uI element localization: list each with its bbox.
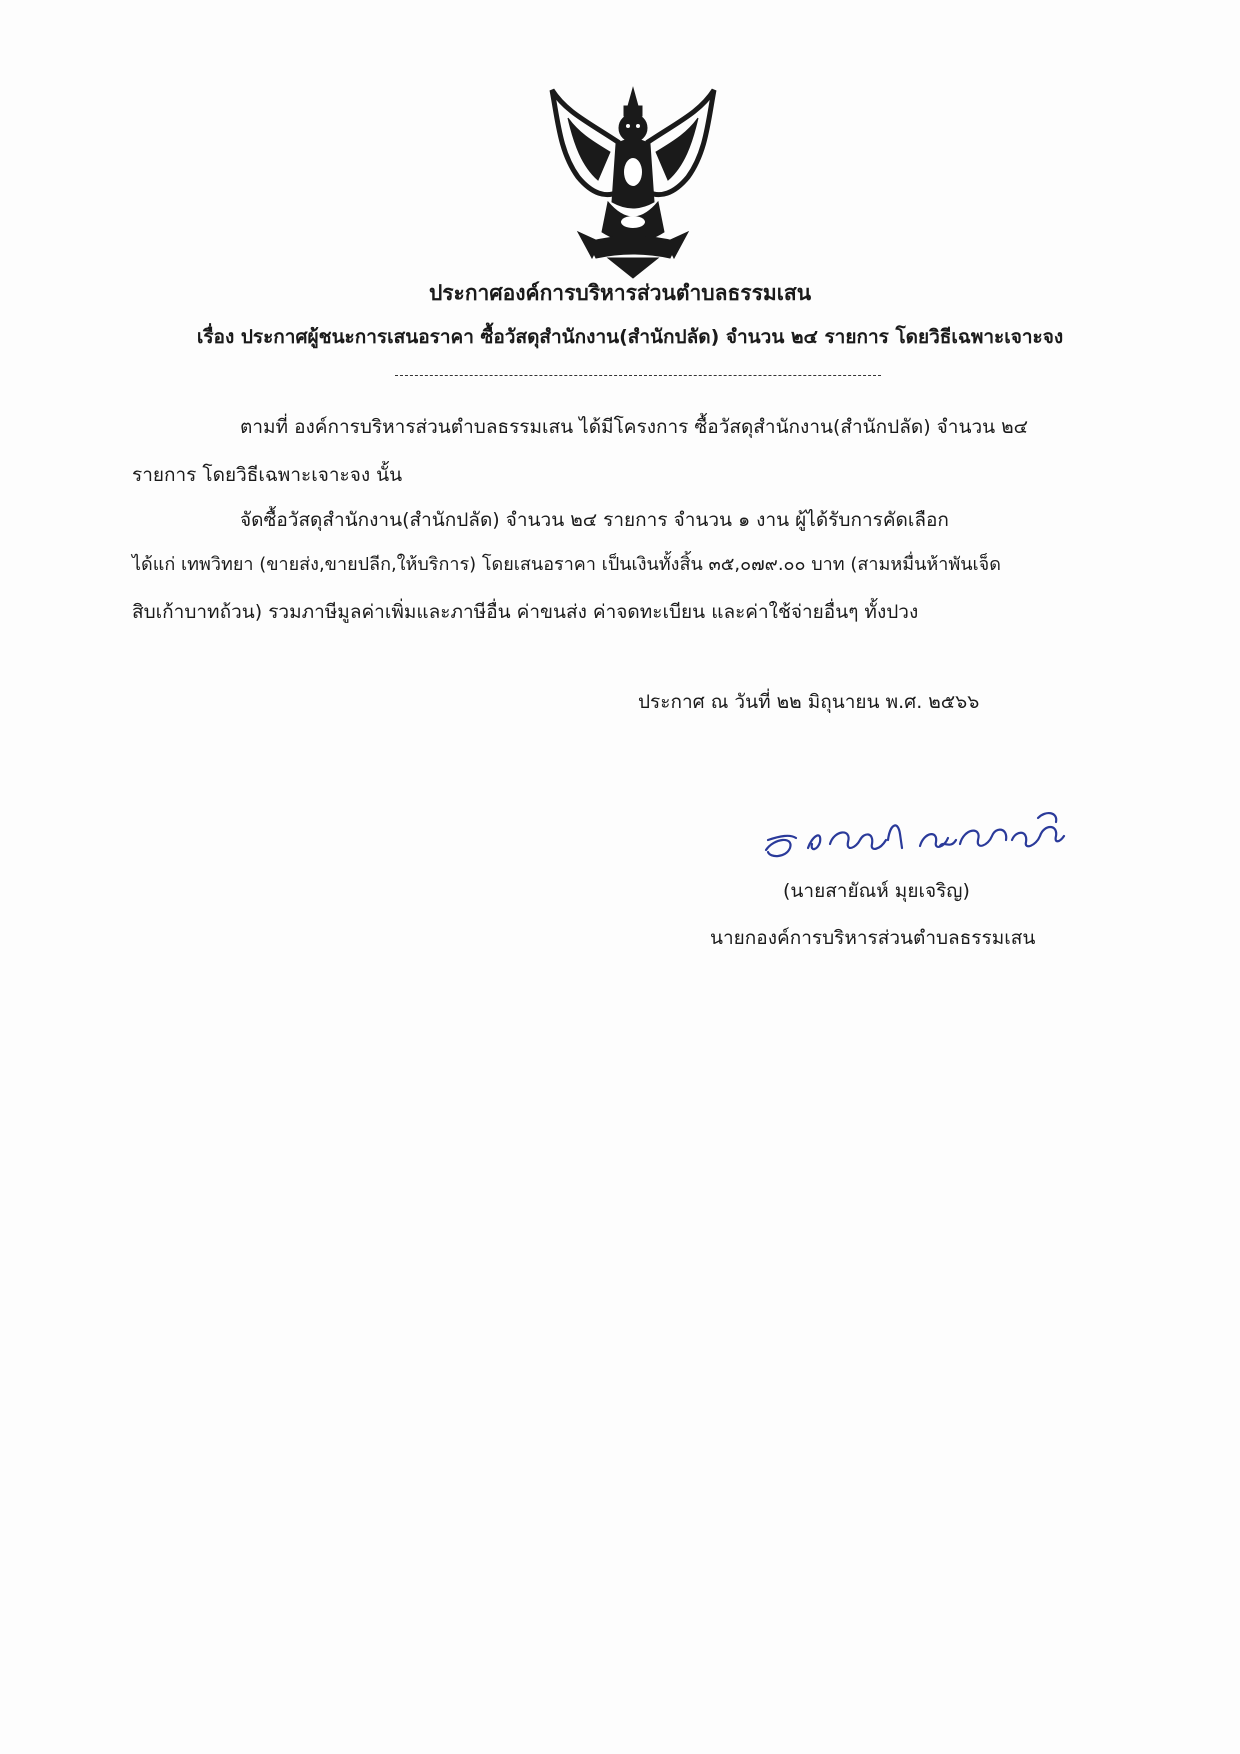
signatory-name: (นายสายัณห์ มุยเจริญ) — [783, 880, 970, 902]
paragraph-2-line-2: ได้แก่ เทพวิทยา (ขายส่ง,ขายปลีก,ให้บริการ) โดยเสนอราคา เป็นเงินทั้งสิ้น ๓๕,๐๗๙.๐๐ บาท (สามหมื่นห้าพันเจ็ด — [132, 554, 1001, 575]
paragraph-1-line-1: ตามที่ องค์การบริหารส่วนตำบลธรรมเสน ได้มีโครงการ ซื้อวัสดุสำนักงาน(สำนักปลัด) จำนวน ๒๔ — [240, 416, 1029, 438]
page-title: ประกาศองค์การบริหารส่วนตำบลธรรมเสน — [428, 281, 812, 305]
subject-line: เรื่อง ประกาศผู้ชนะการเสนอราคา ซื้อวัสดุสำนักงาน(สำนักปลัด) จำนวน ๒๔ รายการ โดยวิธีเฉพาะเจาะจง — [196, 326, 1064, 348]
paragraph-2-line-3: สิบเก้าบาทถ้วน) รวมภาษีมูลค่าเพิ่มและภาษีอื่น ค่าขนส่ง ค่าจดทะเบียน และค่าใช้จ่ายอื่นๆ ทั้งปวง — [132, 601, 919, 623]
header-separator — [395, 375, 881, 376]
announcement-date: ประกาศ ณ วันที่ ๒๒ มิถุนายน พ.ศ. ๒๕๖๖ — [638, 691, 980, 713]
garuda-emblem-icon — [548, 82, 718, 282]
signatory-position: นายกองค์การบริหารส่วนตำบลธรรมเสน — [710, 927, 1036, 949]
paragraph-2-line-1: จัดซื้อวัสดุสำนักงาน(สำนักปลัด) จำนวน ๒๔ รายการ จำนวน ๑ งาน ผู้ได้รับการคัดเลือก — [240, 509, 949, 531]
handwritten-signature — [760, 800, 1070, 870]
paragraph-1-line-2: รายการ โดยวิธีเฉพาะเจาะจง นั้น — [132, 464, 403, 486]
